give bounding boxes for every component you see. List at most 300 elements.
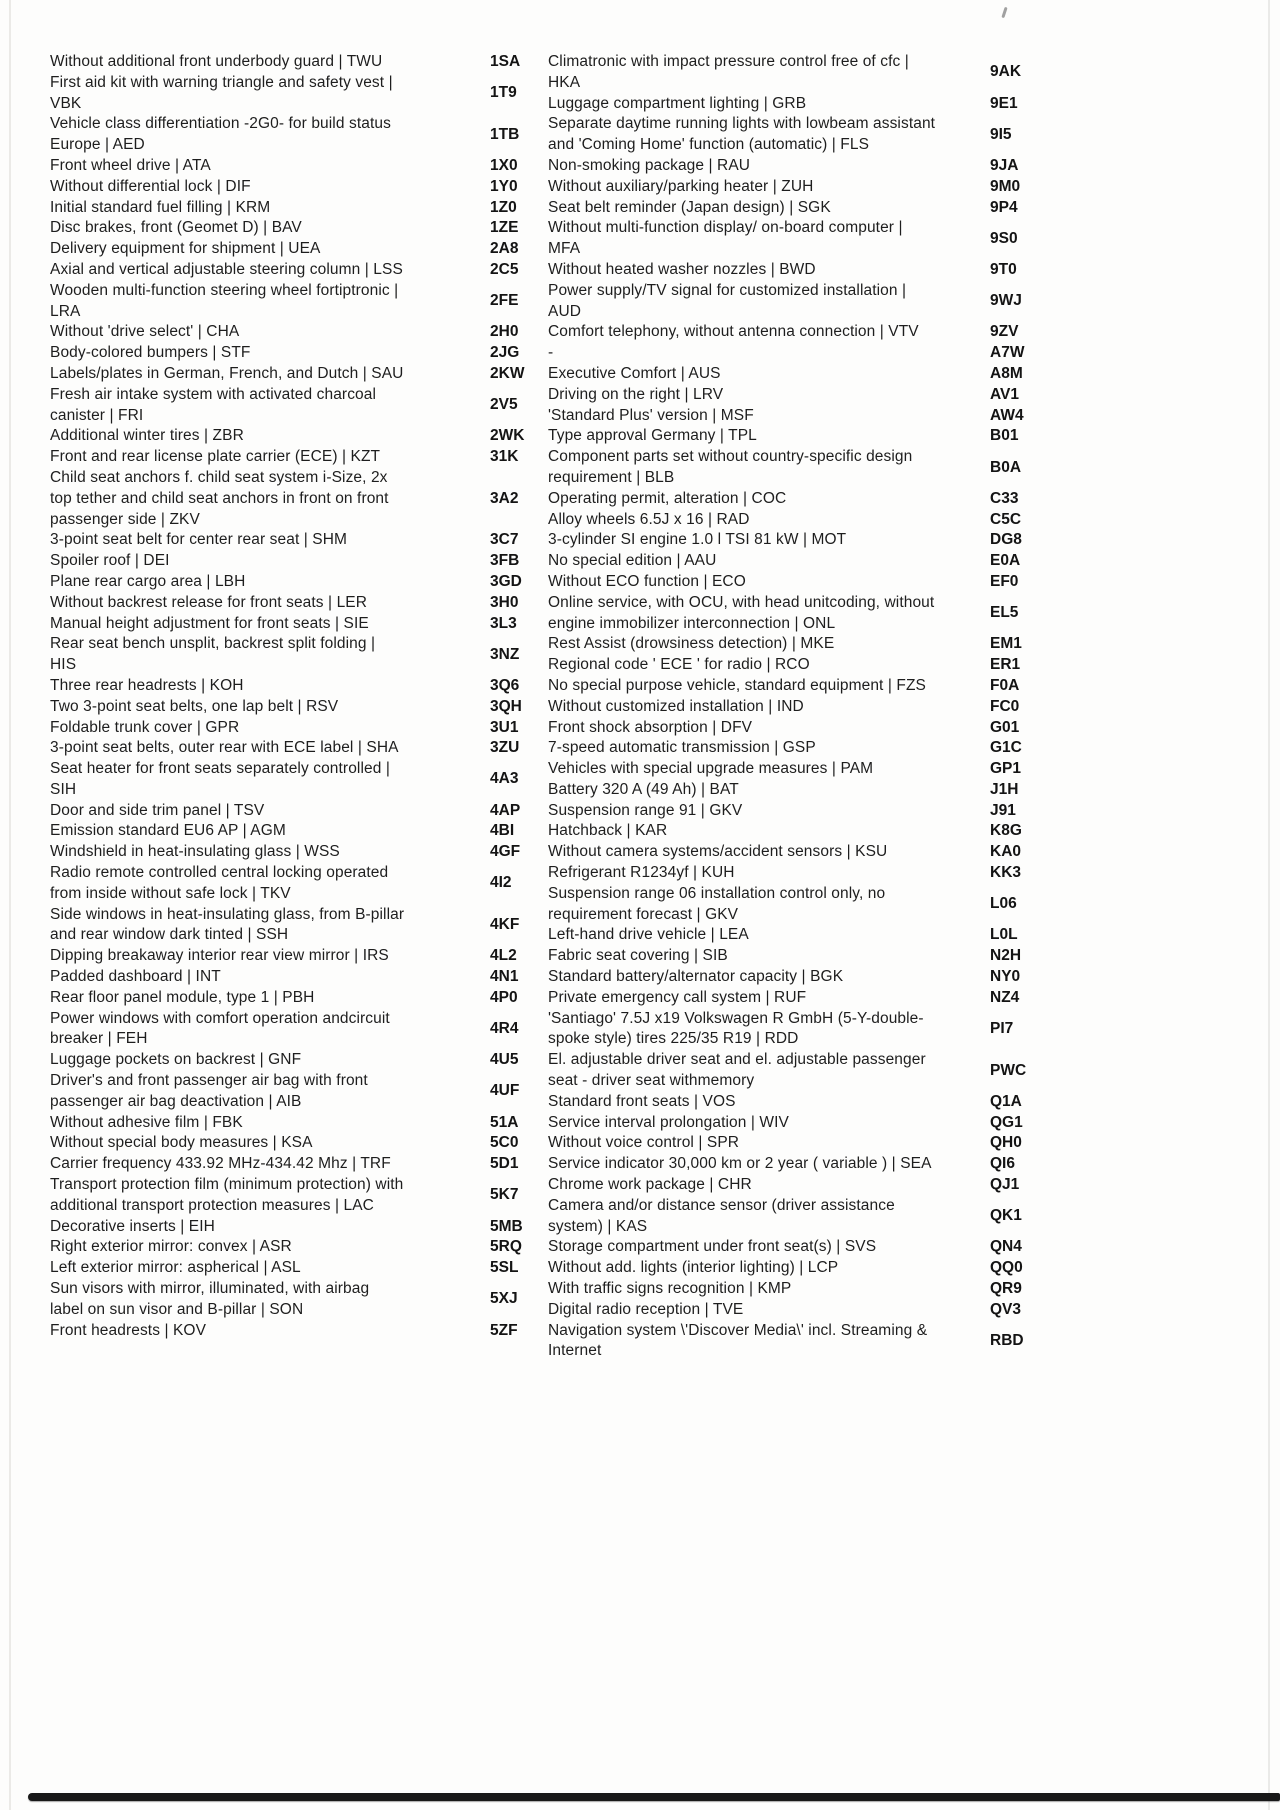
option-code: KA0 — [990, 843, 1022, 861]
option-code: N2H — [990, 947, 1022, 965]
option-row — [548, 863, 1248, 884]
option-row — [50, 1154, 548, 1175]
option-code: QK1 — [990, 1207, 1022, 1225]
option-row — [548, 759, 1248, 780]
option-code: 3U1 — [490, 718, 519, 736]
option-code: 4L2 — [490, 947, 517, 965]
option-code: QH0 — [990, 1134, 1022, 1152]
option-description: - — [548, 344, 554, 362]
option-code: 9M0 — [990, 177, 1021, 195]
option-row — [548, 1258, 1248, 1279]
option-code: 9JA — [990, 156, 1019, 174]
option-description: Without differential lock | DIF — [50, 177, 251, 195]
option-row — [50, 821, 548, 842]
option-code: 2C5 — [490, 260, 519, 278]
option-row — [548, 1279, 1248, 1300]
option-code: 3Q6 — [490, 676, 520, 694]
option-row — [50, 593, 548, 614]
option-code: 31K — [490, 448, 519, 466]
option-description: Without camera systems/accident sensors | KSU — [548, 843, 888, 861]
option-code: 5SL — [490, 1259, 519, 1277]
option-row — [548, 114, 1248, 156]
option-description: 3-point seat belts, outer rear with ECE label | SHA — [50, 739, 399, 757]
option-row — [50, 218, 548, 239]
option-description: Separate daytime running lights with lowbeam assistant and 'Coming Home' function (automatic) | FLS — [548, 115, 936, 154]
option-description: Plane rear cargo area | LBH — [50, 572, 246, 590]
option-code: K8G — [990, 822, 1022, 840]
option-description: Transport protection film (minimum protection) with additional transport protection measures | LAC — [50, 1176, 404, 1214]
option-code: 9P4 — [990, 198, 1018, 216]
option-description: Standard battery/alternator capacity | BGK — [548, 968, 844, 986]
option-description: No special edition | AAU — [548, 552, 717, 570]
option-row — [548, 697, 1248, 718]
option-description: Additional winter tires | ZBR — [50, 427, 244, 445]
option-description: Type approval Germany | TPL — [548, 427, 757, 445]
option-description: Labels/plates in German, French, and Dutch | SAU — [50, 364, 404, 382]
option-description: With traffic signs recognition | KMP — [548, 1280, 792, 1298]
option-code: 1Y0 — [490, 177, 518, 195]
option-code: A7W — [990, 344, 1025, 362]
option-code: Q1A — [990, 1092, 1022, 1110]
option-code: NY0 — [990, 968, 1021, 986]
option-code: QN4 — [990, 1238, 1022, 1256]
option-row — [548, 447, 1248, 489]
option-description: Suspension range 06 installation control only, no requirement forecast | GKV — [548, 884, 886, 923]
option-description: Decorative inserts | EIH — [50, 1217, 215, 1235]
option-description: 7-speed automatic transmission | GSP — [548, 739, 816, 757]
option-description: Digital radio reception | TVE — [548, 1300, 744, 1318]
option-row — [50, 177, 548, 198]
option-code: 4AP — [490, 801, 521, 819]
option-row — [50, 530, 548, 551]
option-row — [548, 572, 1248, 593]
option-row — [548, 634, 1248, 655]
option-code: B0A — [990, 458, 1022, 476]
scan-bottom-edge-line — [28, 1793, 1280, 1801]
option-code: 1T9 — [490, 84, 517, 102]
option-description: Left-hand drive vehicle | LEA — [548, 926, 749, 944]
option-description: Axial and vertical adjustable steering column | LSS — [50, 260, 403, 278]
scan-edge-left-line — [9, 0, 11, 1810]
option-description: Without 'drive select' | CHA — [50, 323, 240, 341]
option-code: 5C0 — [490, 1134, 519, 1152]
option-row — [50, 447, 548, 468]
option-description: Online service, with OCU, with head unitcoding, without engine immobilizer interconnection | ONL — [548, 593, 935, 632]
option-row — [50, 1133, 548, 1154]
option-description: Climatronic with impact pressure control free of cfc | HKA — [548, 53, 909, 91]
option-row — [548, 406, 1248, 427]
option-row — [50, 697, 548, 718]
option-row — [50, 905, 548, 947]
option-code: EM1 — [990, 635, 1022, 653]
option-code: J1H — [990, 780, 1019, 798]
option-row — [548, 489, 1248, 510]
option-description: Regional code ' ECE ' for radio | RCO — [548, 656, 810, 674]
option-code: A8M — [990, 364, 1023, 382]
option-description: El. adjustable driver seat and el. adjustable passenger seat - driver seat withmemory — [548, 1051, 926, 1090]
options-column-left — [50, 52, 548, 1341]
option-code: QJ1 — [990, 1176, 1020, 1194]
option-description: Two 3-point seat belts, one lap belt | RSV — [50, 697, 339, 715]
option-description: Power windows with comfort operation andcircuit breaker | FEH — [50, 1009, 390, 1048]
option-description: Right exterior mirror: convex | ASR — [50, 1238, 292, 1256]
option-description: Foldable trunk cover | GPR — [50, 718, 240, 736]
option-row — [50, 863, 548, 905]
option-row — [50, 551, 548, 572]
option-code: 2JG — [490, 344, 520, 362]
option-row — [548, 218, 1248, 260]
option-description: Side windows in heat-insulating glass, from B-pillar and rear window dark tinted | SSH — [50, 905, 405, 944]
option-row — [50, 842, 548, 863]
option-row — [548, 1300, 1248, 1321]
option-description: Disc brakes, front (Geomet D) | BAV — [50, 219, 302, 237]
option-description: Power supply/TV signal for customized installation | AUD — [548, 281, 907, 320]
option-row — [50, 614, 548, 635]
option-row — [548, 676, 1248, 697]
option-code: RBD — [990, 1332, 1024, 1349]
option-code: G1C — [990, 739, 1022, 757]
option-code: 4P0 — [490, 988, 518, 1006]
option-code: GP1 — [990, 760, 1022, 778]
option-row — [50, 114, 548, 156]
option-row — [50, 322, 548, 343]
option-description: Service indicator 30,000 km or 2 year ( variable ) | SEA — [548, 1155, 932, 1173]
option-row — [548, 842, 1248, 863]
option-description: Sun visors with mirror, illuminated, with airbag label on sun visor and B-pillar | SON — [50, 1280, 370, 1318]
option-description: Left exterior mirror: aspherical | ASL — [50, 1259, 301, 1277]
option-code: QV3 — [990, 1300, 1022, 1318]
option-code: 3GD — [490, 572, 522, 590]
option-code: DG8 — [990, 531, 1022, 549]
option-description: Initial standard fuel filling | KRM — [50, 198, 271, 216]
option-row — [50, 634, 548, 676]
option-description: Rear seat bench unsplit, backrest split folding | HIS — [50, 635, 376, 674]
option-description: Windshield in heat-insulating glass | WSS — [50, 843, 340, 861]
option-code: B01 — [990, 427, 1019, 445]
option-row — [548, 1133, 1248, 1154]
option-code: 3C7 — [490, 531, 519, 549]
option-code: C33 — [990, 489, 1019, 507]
option-code: 1SA — [490, 53, 521, 70]
option-row — [548, 1321, 1248, 1363]
option-description: Delivery equipment for shipment | UEA — [50, 240, 321, 258]
option-row — [50, 1113, 548, 1134]
option-code: 4A3 — [490, 770, 519, 788]
vehicle-options-table — [50, 52, 1250, 1362]
option-code: 2V5 — [490, 396, 518, 414]
option-code: EF0 — [990, 572, 1019, 590]
option-row — [548, 260, 1248, 281]
option-code: 5ZF — [490, 1321, 518, 1339]
option-row — [548, 94, 1248, 115]
option-description: Luggage compartment lighting | GRB — [548, 94, 807, 112]
option-description: First aid kit with warning triangle and safety vest | VBK — [50, 73, 393, 112]
option-row — [50, 364, 548, 385]
option-description: Seat belt reminder (Japan design) | SGK — [548, 198, 831, 216]
option-description: Navigation system \'Discover Media\' incl. Streaming & Internet — [548, 1321, 928, 1360]
option-description: Without backrest release for front seats | LER — [50, 593, 368, 611]
option-row — [50, 1258, 548, 1279]
option-row — [50, 1279, 548, 1321]
option-code: ER1 — [990, 656, 1021, 674]
option-description: Three rear headrests | KOH — [50, 676, 244, 694]
option-row — [548, 1092, 1248, 1113]
option-row — [548, 510, 1248, 531]
option-row — [548, 1175, 1248, 1196]
option-code: 2A8 — [490, 240, 519, 258]
option-row — [548, 1237, 1248, 1258]
option-description: Radio remote controlled central locking operated from inside without safe lock | TKV — [50, 864, 389, 902]
option-code: L0L — [990, 926, 1018, 944]
option-code: 5D1 — [490, 1155, 519, 1173]
option-code: L06 — [990, 895, 1017, 913]
option-code: 9AK — [990, 63, 1022, 81]
option-row — [50, 1009, 548, 1051]
option-row — [548, 801, 1248, 822]
option-description: Chrome work package | CHR — [548, 1176, 752, 1194]
option-row — [50, 1237, 548, 1258]
option-description: Battery 320 A (49 Ah) | BAT — [548, 780, 739, 798]
option-row — [50, 1217, 548, 1238]
option-description: Without additional front underbody guard | TWU — [50, 53, 383, 70]
option-description: Dipping breakaway interior rear view mirror | IRS — [50, 947, 389, 965]
option-row — [50, 239, 548, 260]
option-row — [548, 821, 1248, 842]
option-code: 1ZE — [490, 219, 519, 237]
option-code: 1X0 — [490, 156, 518, 174]
option-description: Vehicles with special upgrade measures | PAM — [548, 760, 874, 778]
option-description: Emission standard EU6 AP | AGM — [50, 822, 286, 840]
option-description: Manual height adjustment for front seats | SIE — [50, 614, 369, 632]
option-code: 4UF — [490, 1082, 520, 1100]
option-code: 9T0 — [990, 260, 1017, 278]
option-code: 3A2 — [490, 489, 519, 507]
option-description: Private emergency call system | RUF — [548, 988, 807, 1006]
option-row — [548, 281, 1248, 323]
option-description: Wooden multi-function steering wheel fortiptronic | LRA — [50, 281, 399, 320]
option-code: 4U5 — [490, 1051, 519, 1069]
option-row — [50, 281, 548, 323]
option-code: KK3 — [990, 864, 1022, 882]
option-description: Front and rear license plate carrier (ECE) | KZT — [50, 448, 381, 466]
option-code: 5MB — [490, 1217, 523, 1235]
option-row — [50, 676, 548, 697]
option-row — [548, 967, 1248, 988]
option-code: EL5 — [990, 604, 1019, 622]
option-row — [548, 198, 1248, 219]
option-code: 3QH — [490, 697, 522, 715]
scan-edge-right-line — [1268, 0, 1270, 1810]
option-row — [548, 655, 1248, 676]
option-code: 9E1 — [990, 94, 1018, 112]
option-code: C5C — [990, 510, 1022, 528]
option-description: No special purpose vehicle, standard equipment | FZS — [548, 676, 926, 694]
option-description: Operating permit, alteration | COC — [548, 489, 787, 507]
option-code: 3L3 — [490, 614, 517, 632]
option-row — [548, 52, 1248, 94]
option-description: Driving on the right | LRV — [548, 385, 724, 403]
option-code: 1Z0 — [490, 198, 517, 216]
option-row — [50, 988, 548, 1009]
option-row — [548, 780, 1248, 801]
option-description: Front headrests | KOV — [50, 1321, 207, 1339]
option-row — [50, 1071, 548, 1113]
option-description: Suspension range 91 | GKV — [548, 801, 743, 819]
options-column-right — [548, 52, 1248, 1362]
option-code: J91 — [990, 801, 1016, 819]
option-code: 4N1 — [490, 968, 519, 986]
option-description: Fresh air intake system with activated charcoal canister | FRI — [50, 385, 377, 424]
option-code: 2H0 — [490, 323, 519, 341]
option-code: 4GF — [490, 843, 521, 861]
option-row — [50, 946, 548, 967]
option-row — [548, 884, 1248, 926]
option-row — [548, 1196, 1248, 1238]
option-description: 'Standard Plus' version | MSF — [548, 406, 754, 424]
option-row — [50, 52, 548, 73]
option-row — [50, 1050, 548, 1071]
option-description: 3-point seat belt for center rear seat | SHM — [50, 531, 348, 549]
option-code: 3ZU — [490, 739, 520, 757]
option-description: Carrier frequency 433.92 MHz-434.42 Mhz | TRF — [50, 1155, 391, 1173]
option-row — [50, 967, 548, 988]
option-description: Without ECO function | ECO — [548, 572, 746, 590]
option-code: 5XJ — [490, 1290, 518, 1308]
option-code: E0A — [990, 552, 1021, 570]
option-code: AW4 — [990, 406, 1024, 424]
option-row — [50, 385, 548, 427]
option-code: PWC — [990, 1061, 1027, 1079]
option-row — [50, 343, 548, 364]
option-row — [548, 156, 1248, 177]
option-code: F0A — [990, 676, 1020, 694]
option-description: Padded dashboard | INT — [50, 968, 221, 986]
option-description: Front wheel drive | ATA — [50, 156, 211, 174]
option-description: Without heated washer nozzles | BWD — [548, 260, 816, 278]
option-row — [548, 718, 1248, 739]
option-description: Component parts set without country-specific design requirement | BLB — [548, 448, 913, 486]
option-row — [50, 468, 548, 530]
option-description: Non-smoking package | RAU — [548, 156, 751, 174]
option-description: Driver's and front passenger air bag with front passenger air bag deactivation | AIB — [50, 1072, 368, 1110]
option-row — [50, 156, 548, 177]
option-row — [50, 73, 548, 115]
option-row — [50, 198, 548, 219]
option-description: Service interval prolongation | WIV — [548, 1113, 789, 1131]
option-code: 9I5 — [990, 125, 1012, 143]
option-description: Without multi-function display/ on-board computer | MFA — [548, 219, 903, 258]
option-code: NZ4 — [990, 988, 1020, 1006]
option-row — [548, 385, 1248, 406]
option-description: Child seat anchors f. child seat system i-Size, 2x top tether and child seat anchors in front on front passenger side | ZKV — [50, 468, 389, 528]
option-code: PI7 — [990, 1020, 1014, 1038]
option-description: Executive Comfort | AUS — [548, 364, 721, 382]
option-code: 2FE — [490, 292, 519, 310]
option-description: Without special body measures | KSA — [50, 1134, 313, 1152]
option-description: Storage compartment under front seat(s) | SVS — [548, 1238, 877, 1256]
option-code: 1TB — [490, 125, 520, 143]
option-row — [50, 1175, 548, 1217]
option-description: Alloy wheels 6.5J x 16 | RAD — [548, 510, 750, 528]
option-description: Without customized installation | IND — [548, 697, 804, 715]
option-row — [50, 718, 548, 739]
option-code: 4R4 — [490, 1020, 519, 1038]
option-description: Vehicle class differentiation -2G0- for build status Europe | AED — [50, 115, 391, 154]
option-code: 2WK — [490, 427, 525, 445]
option-code: AV1 — [990, 385, 1020, 403]
option-description: Spoiler roof | DEI — [50, 552, 170, 570]
option-description: Fabric seat covering | SIB — [548, 947, 728, 965]
option-code: 9S0 — [990, 229, 1018, 247]
option-description: Without adhesive film | FBK — [50, 1113, 243, 1131]
option-row — [548, 364, 1248, 385]
option-code: FC0 — [990, 697, 1020, 715]
option-code: QI6 — [990, 1155, 1015, 1173]
option-code: 5K7 — [490, 1186, 519, 1204]
option-row — [548, 551, 1248, 572]
option-code: 4I2 — [490, 874, 512, 892]
option-code: 5RQ — [490, 1238, 522, 1256]
option-code: 4BI — [490, 822, 515, 840]
option-row — [50, 759, 548, 801]
option-row — [548, 1009, 1248, 1051]
option-description: Door and side trim panel | TSV — [50, 801, 265, 819]
option-code: 4KF — [490, 916, 520, 934]
option-code: QR9 — [990, 1280, 1022, 1298]
option-code: 9WJ — [990, 292, 1022, 310]
scan-artifact-mark — [1001, 7, 1007, 18]
option-code: 3NZ — [490, 645, 520, 663]
option-description: Seat heater for front seats separately controlled | SIH — [50, 760, 390, 798]
option-row — [50, 1321, 548, 1342]
option-row — [50, 426, 548, 447]
option-row — [50, 738, 548, 759]
option-row — [548, 925, 1248, 946]
option-code: G01 — [990, 718, 1020, 736]
option-description: Comfort telephony, without antenna connection | VTV — [548, 323, 919, 341]
option-row — [50, 572, 548, 593]
option-description: Body-colored bumpers | STF — [50, 344, 251, 362]
option-description: 'Santiago' 7.5J x19 Volkswagen R GmbH (5-Y-double-spoke style) tires 225/35 R19 | RDD — [548, 1009, 924, 1048]
option-row — [548, 1113, 1248, 1134]
option-description: Refrigerant R1234yf | KUH — [548, 864, 735, 882]
option-code: 51A — [490, 1113, 519, 1131]
option-description: Rear floor panel module, type 1 | PBH — [50, 988, 315, 1006]
option-code: QG1 — [990, 1113, 1023, 1131]
option-row — [548, 177, 1248, 198]
option-description: Without auxiliary/parking heater | ZUH — [548, 177, 814, 195]
option-description: Without voice control | SPR — [548, 1134, 740, 1152]
option-code: QQ0 — [990, 1259, 1023, 1277]
option-description: 3-cylinder SI engine 1.0 l TSI 81 kW | MOT — [548, 531, 847, 549]
option-row — [548, 1050, 1248, 1092]
option-description: Rest Assist (drowsiness detection) | MKE — [548, 635, 835, 653]
option-code: 9ZV — [990, 323, 1019, 341]
option-row — [548, 1154, 1248, 1175]
option-row — [548, 530, 1248, 551]
option-row — [548, 946, 1248, 967]
option-row — [548, 988, 1248, 1009]
option-row — [50, 801, 548, 822]
option-description: Standard front seats | VOS — [548, 1092, 736, 1110]
option-code: 2KW — [490, 364, 525, 382]
option-row — [548, 593, 1248, 635]
option-row — [50, 260, 548, 281]
option-code: 3FB — [490, 552, 520, 570]
option-row — [548, 738, 1248, 759]
option-description: Front shock absorption | DFV — [548, 718, 753, 736]
option-description: Luggage pockets on backrest | GNF — [50, 1051, 302, 1069]
